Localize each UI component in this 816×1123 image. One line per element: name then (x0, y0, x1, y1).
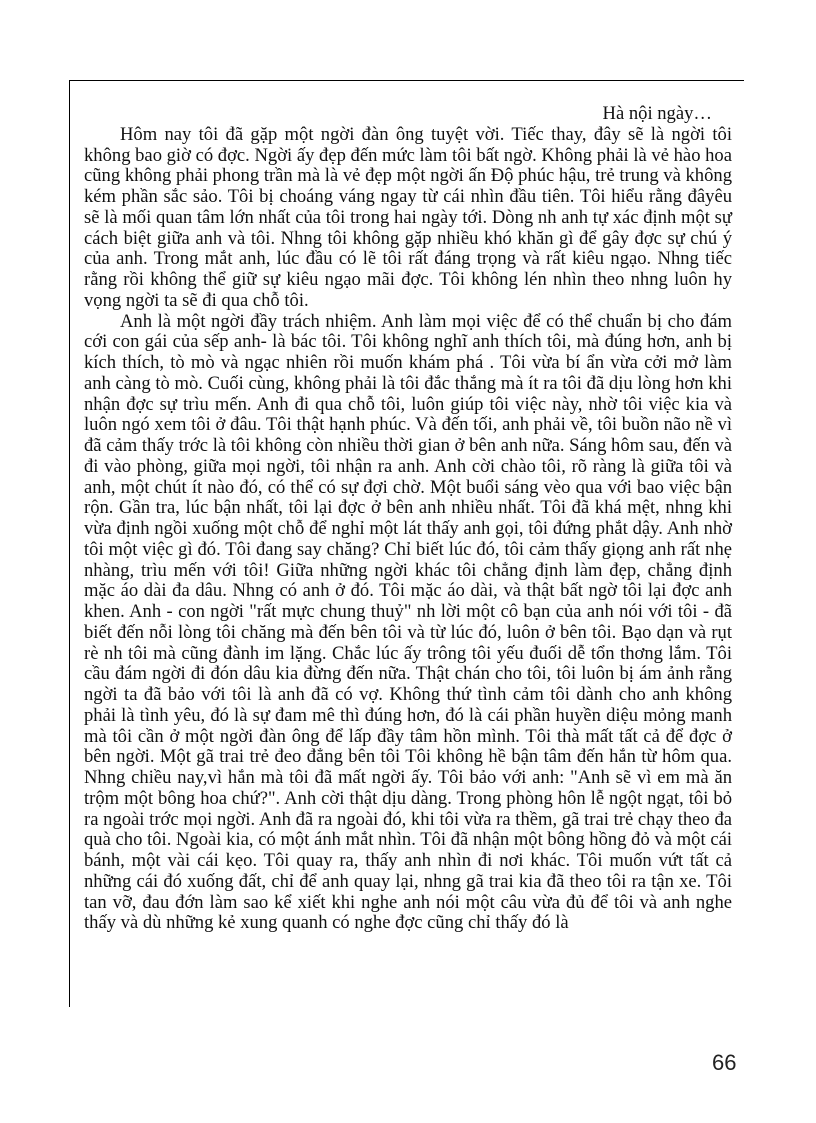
body-text (84, 104, 732, 934)
top-border-rule (69, 80, 744, 81)
paragraph-2: Anh là một ngời đầy trách nhiệm. Anh làm mọi việc để có thể chuẩn bị cho đám cới con gái của sếp anh- là bác tôi. Tôi không nghĩ anh thích tôi, mà đúng hơn, anh bị kích thích, tò mò và ngạc nhiên rồi muốn khám phá . Tôi vừa bí ẩn vừa cởi mở làm anh càng tò mò. Cuối cùng, không phải là tôi đắc thắng mà ít ra tôi đã dịu lòng hơn khi nhận đợc sự trìu mến. Anh đi qua chỗ tôi, luôn giúp tôi việc này, nhờ tôi việc kia và luôn ngó xem tôi ở đâu. Tôi thật hạnh phúc. Và đến tối, anh phải về, tôi buồn não nề vì đã cảm thấy trớc là tôi không còn nhiều thời gian ở bên anh nữa. Sáng hôm sau, đến và đi vào phòng, giữa mọi ngời, tôi nhận ra anh. Anh cời chào tôi, rõ ràng là giữa tôi và anh, một chút ít nào đó, có thể có sự đợi chờ. Một buổi sáng vèo qua với bao việc bận rộn. Gần tra, lúc bận nhất, tôi lại đợc ở bên anh nhiều nhất. Tôi đã khá mệt, nhng khi vừa định ngồi xuống một chỗ để nghỉ một lát thấy anh gọi, tôi đứng phắt dậy. Anh nhờ tôi một việc gì đó. Tôi đang say chăng? Chỉ biết lúc đó, tôi cảm thấy giọng anh rất nhẹ nhàng, trìu mến với tôi! Giữa những ngời khác tôi chẳng định làm đẹp, chẳng định mặc áo dài đa dâu. Nhng có anh ở đó. Tôi mặc áo dài, và thật bất ngờ tôi lại đợc anh khen. Anh - con ngời "rất mực chung thuỷ" nh lời một cô bạn của anh nói với tôi - đã biết đến nỗi lòng tôi chăng mà đến bên tôi và từ lúc đó, luôn ở bên tôi. Bạo dạn và rụt rè nh tôi mà cũng đành im lặng. Chắc lúc ấy trông tôi yếu đuối dễ tổn thơng lắm. Tôi cầu đám ngời đi đón dâu kia đừng đến nữa. Thật chán cho tôi, tôi luôn bị ám ảnh rằng ngời ta đã bảo với tôi là anh đã có vợ. Không thứ tình cảm tôi dành cho anh không phải là tình yêu, đó là sự đam mê thì đúng hơn, đó là cái phần huyền diệu mỏng manh mà tôi cần ở một ngời đàn ông để lấp đầy tâm hồn mình. Tôi thà mất tất cả để đợc ở bên ngời. Một gã trai trẻ đeo đẳng bên tôi Tôi không hề bận tâm đến hắn từ hôm qua. Nhng chiều nay,vì hắn mà tôi đã mất ngời ấy. Tôi bảo với anh: "Anh sẽ vì em mà ăn trộm một bông hoa chứ?". Anh cời thật dịu dàng. Trong phòng hôn lễ ngột ngạt, tôi bỏ ra ngoài trớc mọi ngời. Anh đã ra ngoài đó, khi tôi vừa ra thềm, gã trai trẻ chạy theo đa quà cho tôi. Ngoài kia, có một ánh mắt nhìn. Tôi đã nhận một bông hồng đỏ và một cái bánh, một vài cái kẹo. Tôi quay ra, thấy anh nhìn đi nơi khác. Tôi muốn vứt tất cả những cái đó xuống đất, chỉ để anh quay lại, nhng gã trai kia đã theo tôi ra tận xe. Tôi tan vỡ, đau đớn làm sao kể xiết khi nghe anh nói một câu vừa đủ để tôi và anh nghe thấy và dù những kẻ xung quanh có nghe đợc cũng chỉ thấy đó là (84, 310, 732, 934)
dateline: Hà nội ngày… (602, 103, 712, 124)
left-border-rule (69, 80, 70, 1007)
paragraph-1: Hôm nay tôi đã gặp một ngời đàn ông tuyệt vời. Tiếc thay, đây sẽ là ngời tôi không bao giờ có đợc. Ngời ấy đẹp đến mức làm tôi bất ngờ. Không phải là vẻ hào hoa cũng không phải phong trần mà là vẻ đẹp một ngời ấn Độ phúc hậu, trẻ trung và không kém phần sắc sảo. Tôi bị choáng váng ngay từ cái nhìn đầu tiên. Tôi hiểu rằng đâyêu sẽ là mối quan tâm lớn nhất của tôi trong hai ngày tới. Dòng nh anh tự xác định một sự cách biệt giữa anh và tôi. Nhng tôi không gặp nhiều khó khăn gì để gây đợc sự chú ý của anh. Trong mắt anh, lúc đầu có lẽ tôi rất đáng trọng và rất kiêu ngạo. Nhng tiếc rằng rồi không thể giữ sự kiêu ngạo mãi đợc. Tôi không lén nhìn theo nhng luôn hy vọng ngời ta sẽ đi qua chỗ tôi. (84, 123, 732, 311)
page-number: 66 (712, 1050, 737, 1075)
